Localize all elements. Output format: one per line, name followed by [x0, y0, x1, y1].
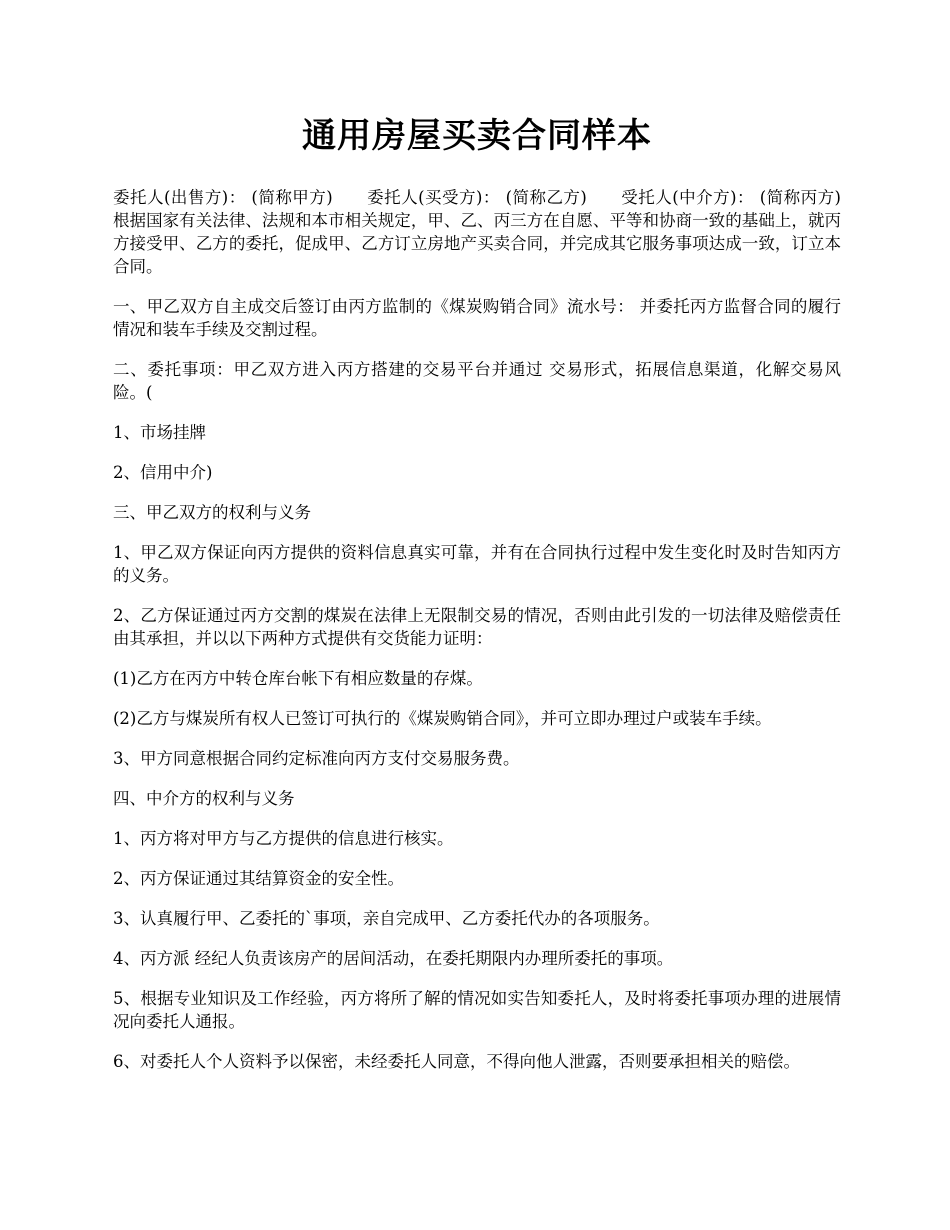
parties-duty-2-option-2: (2)乙方与煤炭所有权人已签订可执行的《煤炭购销合同》，并可立即办理过户或装车手续。 — [113, 709, 772, 728]
document-title: 通用房屋买卖合同样本 — [302, 116, 652, 156]
intro-paragraph: 委托人(出售方)： (简称甲方) 委托人(买受方)： (简称乙方) 受托人(中介方)： (简称丙方) 根据国家有关法律、法规和本市相关规定，甲、乙、丙三方在自愿、平等和协商一致的基础上，就丙方接受甲、乙方的委托，促成甲、乙方订立房地产买卖合同，并完成其它服务事项达成一致，订立本合同。 — [113, 188, 874, 276]
section-heading-parties-rights: 三、甲乙双方的权利与义务 — [113, 503, 311, 522]
parties-duty-3: 3、甲方同意根据合同约定标准向丙方支付交易服务费。 — [113, 749, 520, 768]
intermediary-duty-3: 3、认真履行甲、乙委托的`事项，亲自完成甲、乙方委托代办的各项服务。 — [113, 909, 660, 928]
parties-duty-1: 1、甲乙双方保证向丙方提供的资料信息真实可靠，并有在合同执行过程中发生变化时及时告知丙方的义务。 — [113, 543, 841, 585]
intermediary-duty-2: 2、丙方保证通过其结算资金的安全性。 — [113, 869, 404, 888]
list-item-market-listing: 1、市场挂牌 — [113, 423, 206, 442]
intermediary-duty-4: 4、丙方派 经纪人负责该房产的居间活动，在委托期限内办理所委托的事项。 — [113, 949, 674, 968]
section-heading-intermediary-rights: 四、中介方的权利与义务 — [113, 789, 295, 808]
parties-duty-2-option-1: (1)乙方在丙方中转仓库台帐下有相应数量的存煤。 — [113, 669, 483, 688]
list-item-credit-intermediary: 2、信用中介) — [113, 463, 213, 482]
intermediary-duty-5: 5、根据专业知识及工作经验，丙方将所了解的情况如实告知委托人，及时将委托事项办理的进展情况向委托人通报。 — [113, 989, 841, 1031]
parties-duty-2: 2、乙方保证通过丙方交割的煤炭在法律上无限制交易的情况，否则由此引发的一切法律及赔偿责任由其承担，并以以下两种方式提供有交货能力证明： — [113, 606, 841, 648]
clause-1-paragraph: 一、甲乙双方自主成交后签订由丙方监制的《煤炭购销合同》流水号： 并委托丙方监督合同的履行情况和装车手续及交割过程。 — [113, 297, 841, 339]
clause-2-paragraph: 二、委托事项：甲乙双方进入丙方搭建的交易平台并通过 交易形式，拓展信息渠道，化解交易风险。( — [113, 360, 841, 402]
intermediary-duty-6: 6、对委托人个人资料予以保密，未经委托人同意，不得向他人泄露，否则要承担相关的赔偿。 — [113, 1052, 800, 1071]
intermediary-duty-1: 1、丙方将对甲方与乙方提供的信息进行核实。 — [113, 829, 454, 848]
document-page — [113, 112, 874, 1090]
